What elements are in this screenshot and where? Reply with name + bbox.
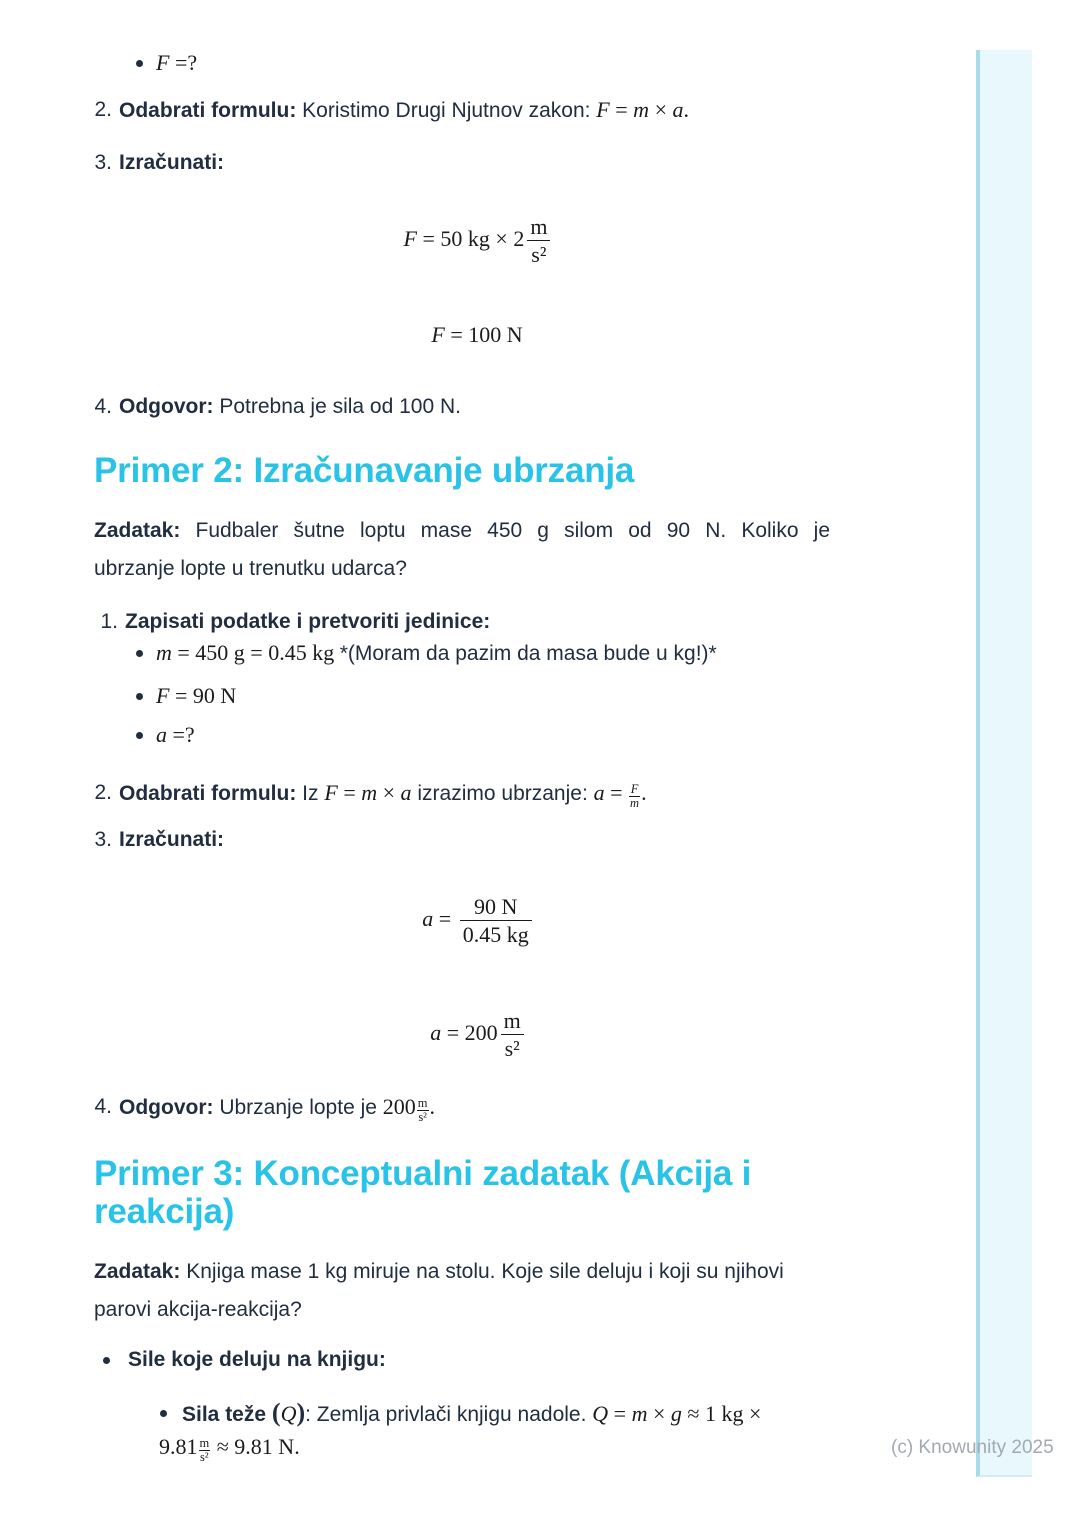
- list-text: Zemlja privlači knjigu nadole.: [316, 1403, 593, 1426]
- step-label: Odgovor:: [119, 1096, 214, 1119]
- math-paren: (: [271, 1398, 281, 1427]
- fraction-numerator: m: [501, 1008, 524, 1035]
- step-calculate-2: [94, 827, 225, 853]
- math-op: =: [604, 780, 629, 805]
- section-heading-primer2: Primer 2: Izračunavanje ubrzanja: [94, 451, 635, 490]
- list-number: 4.: [94, 395, 112, 418]
- list-number: 2.: [94, 98, 112, 121]
- fraction-numerator: m: [417, 1095, 428, 1110]
- fraction-denominator: s²: [531, 242, 547, 268]
- math-text: = 100 N: [444, 322, 523, 347]
- list-number: 1.: [100, 610, 118, 633]
- math-text: =?: [169, 50, 198, 75]
- step-label: Izračunati:: [119, 828, 225, 851]
- list-item-unknown-force: [156, 50, 197, 76]
- list-label: Sile koje deluju na knjigu:: [128, 1348, 386, 1371]
- fraction-numerator: F: [630, 781, 639, 796]
- step-choose-formula-2: [94, 780, 647, 810]
- step-calculate-1: [94, 150, 225, 176]
- math-op: ×: [649, 97, 673, 122]
- step-write-data: [100, 609, 491, 635]
- list-item-gravity-force-continued: [159, 1434, 300, 1464]
- step-label: Odabrati formulu:: [119, 99, 297, 122]
- list-number: 3.: [94, 151, 112, 174]
- math-op: ×: [377, 780, 401, 805]
- math-text: .: [641, 780, 647, 805]
- math-text: .: [429, 1094, 435, 1119]
- math-var: F: [324, 780, 338, 805]
- heading-line: Primer 3: Konceptualni zadatak (Akcija i: [94, 1154, 752, 1193]
- bullet-dot: [136, 732, 143, 739]
- math-var: Q: [592, 1401, 609, 1426]
- task-paragraph-primer3: [94, 1253, 830, 1329]
- list-item-unknown-acceleration: [156, 722, 195, 748]
- bullet-dot: [136, 693, 143, 700]
- list-item-mass: [156, 640, 717, 667]
- bullet-dot: [136, 60, 143, 67]
- math-text: ≈ 9.81 N.: [211, 1434, 300, 1459]
- fraction-denominator: m: [630, 796, 640, 810]
- fraction-denominator: 0.45 kg: [462, 922, 529, 948]
- math-var: a: [593, 780, 605, 805]
- math-var: m: [633, 97, 650, 122]
- math-var: a: [672, 97, 684, 122]
- task-text: Fudbaler šutne loptu mase 450 g silom od 90 N. Koliko je: [180, 519, 830, 542]
- math-text: = 450 g = 0.45 kg: [171, 640, 340, 665]
- step-text: Koristimo Drugi Njutnov zakon:: [296, 99, 597, 122]
- task-line: [94, 512, 830, 550]
- fraction-numerator: m: [527, 214, 550, 241]
- formula-force-calculation: [94, 214, 860, 268]
- math-var: a: [422, 905, 434, 931]
- step-text: izrazimo ubrzanje:: [411, 782, 594, 805]
- list-text: :: [305, 1403, 317, 1426]
- math-text: = 90 N: [169, 683, 237, 708]
- inline-fraction: [417, 1097, 429, 1124]
- math-var: Q: [280, 1401, 297, 1426]
- math-var: a: [400, 780, 412, 805]
- task-label: Zadatak:: [94, 1260, 181, 1283]
- math-var: F: [596, 97, 610, 122]
- step-answer-2: [94, 1094, 435, 1124]
- task-label: Zadatak:: [94, 519, 181, 542]
- math-op: =: [608, 1401, 632, 1426]
- math-var: a: [156, 722, 167, 747]
- math-text: = 50 kg × 2: [417, 225, 525, 251]
- math-var: m: [156, 640, 172, 665]
- math-text: .: [683, 97, 689, 122]
- inline-fraction: [199, 1437, 211, 1464]
- task-paragraph-primer2: [94, 512, 830, 588]
- fraction-denominator: s²: [504, 1036, 520, 1062]
- math-text: =?: [167, 722, 195, 747]
- math-op: =: [609, 97, 634, 122]
- fraction: [501, 1008, 524, 1062]
- bullet-dot: [160, 1410, 167, 1417]
- math-text: = 200: [441, 1019, 498, 1045]
- list-label: Sila teže: [182, 1403, 272, 1426]
- list-number: 2.: [94, 781, 112, 804]
- list-item-force: [156, 683, 236, 709]
- formula-acceleration-calculation: [94, 894, 860, 948]
- step-text: Potrebna je sila od 100 N.: [213, 395, 461, 418]
- math-op: =: [337, 780, 362, 805]
- task-text: Knjiga mase 1 kg miruje na stolu. Koje sile deluju i koji su njihovi: [180, 1260, 784, 1283]
- bullet-dot: [103, 1357, 110, 1364]
- fraction-denominator: s²: [200, 1450, 209, 1464]
- step-label: Odabrati formulu:: [119, 782, 297, 805]
- math-var: m: [361, 780, 378, 805]
- copyright-watermark: (c) Knowunity 2025: [891, 1437, 1054, 1458]
- step-answer-1: [94, 394, 461, 420]
- heading-line: reakcija): [94, 1192, 235, 1231]
- math-var: a: [430, 1019, 442, 1045]
- section-heading-primer3: [94, 1155, 751, 1231]
- fraction-numerator: 90 N: [460, 894, 532, 921]
- math-op: ×: [647, 1401, 671, 1426]
- step-text: Iz: [296, 782, 325, 805]
- math-value: 9.81: [159, 1434, 198, 1459]
- step-label: Izračunati:: [119, 151, 225, 174]
- math-text: ≈ 1 kg ×: [681, 1401, 762, 1426]
- step-label: Zapisati podatke i pretvoriti jedinice:: [125, 610, 491, 633]
- fraction-denominator: s²: [418, 1110, 427, 1124]
- formula-acceleration-result: [94, 1008, 860, 1062]
- math-var: F: [431, 322, 445, 347]
- math-var: F: [403, 225, 417, 251]
- math-var: m: [631, 1401, 648, 1426]
- fraction-numerator: m: [199, 1435, 210, 1450]
- task-text: parovi akcija-reakcija?: [94, 1298, 302, 1321]
- inline-fraction: [629, 783, 640, 810]
- step-label: Odgovor:: [119, 395, 214, 418]
- step-choose-formula-1: [94, 97, 689, 124]
- list-number: 3.: [94, 828, 112, 851]
- fraction: [460, 894, 532, 948]
- math-var: g: [670, 1401, 682, 1426]
- fraction: [527, 214, 550, 268]
- math-op: =: [433, 905, 457, 931]
- list-item-gravity-force: [182, 1400, 761, 1428]
- math-value: 200: [382, 1094, 416, 1119]
- bullet-dot: [136, 650, 143, 657]
- math-var: F: [156, 683, 170, 708]
- math-paren: ): [296, 1398, 306, 1427]
- task-line: [94, 1253, 830, 1291]
- step-text: Ubrzanje lopte je: [213, 1096, 383, 1119]
- math-var: F: [156, 50, 170, 75]
- formula-force-result: [94, 322, 860, 348]
- note-text: *(Moram da pazim da masa bude u kg!)*: [339, 642, 717, 665]
- list-number: 4.: [94, 1095, 112, 1118]
- list-item-forces-on-book: [128, 1347, 386, 1373]
- task-text: ubrzanje lopte u trenutku udarca?: [94, 557, 407, 580]
